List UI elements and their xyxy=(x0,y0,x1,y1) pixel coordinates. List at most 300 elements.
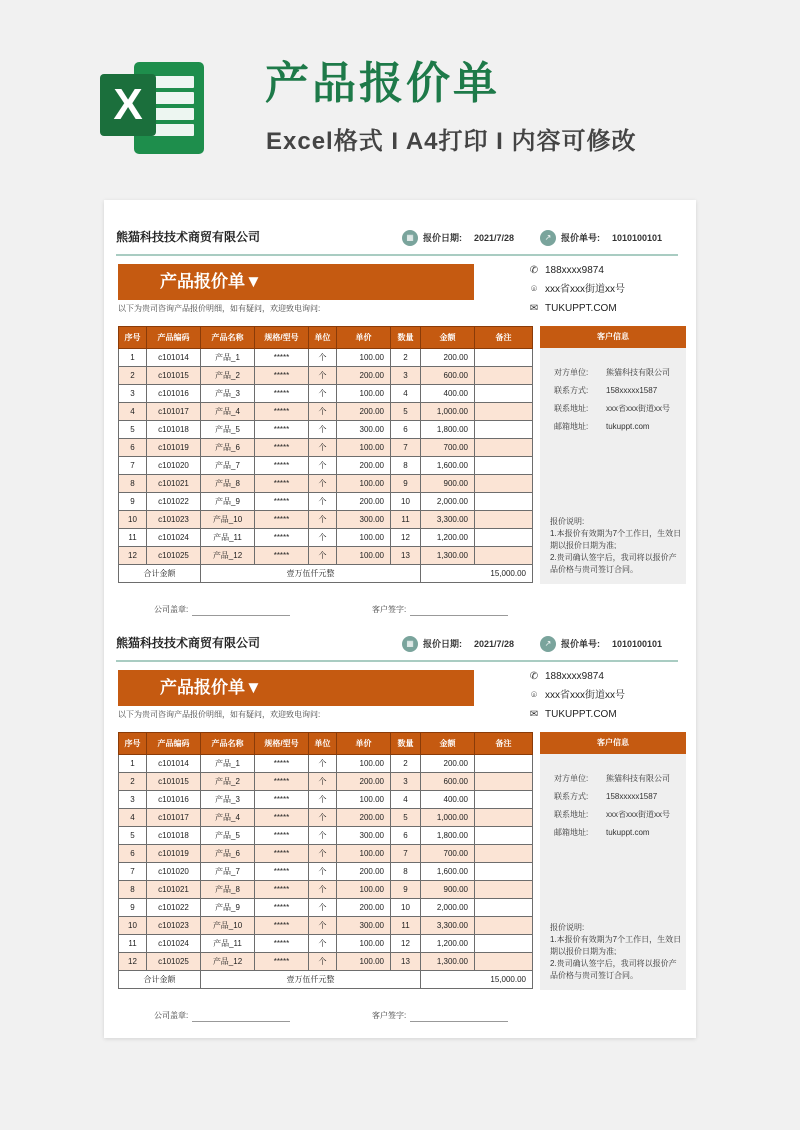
note xyxy=(475,845,533,863)
product-unit: 个 xyxy=(309,421,337,439)
unit-price: 200.00 xyxy=(337,773,391,791)
product-spec: ***** xyxy=(255,511,309,529)
table-row xyxy=(119,935,533,953)
unit-price: 200.00 xyxy=(337,863,391,881)
company-seal-label: 公司盖章: xyxy=(154,605,189,614)
customer-field xyxy=(540,824,686,842)
product-unit: 个 xyxy=(309,385,337,403)
product-unit: 个 xyxy=(309,457,337,475)
product-unit: 个 xyxy=(309,367,337,385)
table-row xyxy=(119,899,533,917)
customer-field-label: 对方单位: xyxy=(554,774,589,783)
note xyxy=(475,385,533,403)
product-spec: ***** xyxy=(255,953,309,971)
row-index: 9 xyxy=(119,493,147,511)
customer-field-value: 熊猫科技有限公司 xyxy=(606,368,670,377)
quote-date xyxy=(402,230,514,246)
product-code: c101022 xyxy=(147,493,201,511)
product-name: 产品_9 xyxy=(201,493,255,511)
customer-field xyxy=(540,364,686,382)
quote-number xyxy=(540,230,662,246)
amount: 200.00 xyxy=(421,349,475,367)
product-name: 产品_10 xyxy=(201,511,255,529)
quote-table xyxy=(118,732,533,989)
product-unit: 个 xyxy=(309,845,337,863)
product-spec: ***** xyxy=(255,403,309,421)
customer-field-value: tukuppt.com xyxy=(606,828,650,837)
customer-field xyxy=(540,400,686,418)
quantity: 5 xyxy=(391,809,421,827)
row-index: 12 xyxy=(119,547,147,565)
quantity: 9 xyxy=(391,881,421,899)
column-header: 产品编码 xyxy=(147,327,201,349)
quote-paper xyxy=(104,200,696,1038)
total-words: 壹万伍仟元整 xyxy=(201,565,421,583)
customer-field-value: 158xxxxx1587 xyxy=(606,386,658,395)
product-name: 产品_11 xyxy=(201,529,255,547)
product-unit: 个 xyxy=(309,935,337,953)
excel-logo-icon xyxy=(100,58,204,158)
product-code: c101017 xyxy=(147,403,201,421)
customer-field-value: 熊猫科技有限公司 xyxy=(606,774,670,783)
note xyxy=(475,827,533,845)
row-index: 6 xyxy=(119,439,147,457)
unit-price: 200.00 xyxy=(337,367,391,385)
product-code: c101020 xyxy=(147,863,201,881)
product-unit: 个 xyxy=(309,917,337,935)
product-spec: ***** xyxy=(255,899,309,917)
unit-price: 200.00 xyxy=(337,899,391,917)
quote-note-line: 报价说明: xyxy=(550,517,585,526)
product-name: 产品_8 xyxy=(201,881,255,899)
unit-price: 200.00 xyxy=(337,809,391,827)
product-spec: ***** xyxy=(255,493,309,511)
quantity: 9 xyxy=(391,475,421,493)
quote-note-line: 2.贵司确认签字后，我司将以报价产品价格与贵司签订合同。 xyxy=(550,959,677,980)
product-name: 产品_4 xyxy=(201,403,255,421)
product-unit: 个 xyxy=(309,773,337,791)
row-index: 11 xyxy=(119,529,147,547)
column-header: 序号 xyxy=(119,327,147,349)
company-name: 熊猫科技技术商贸有限公司 xyxy=(116,636,261,650)
amount: 1,800.00 xyxy=(421,421,475,439)
quote-note-line: 1.本报价有效期为7个工作日，生效日期以报价日期为准; xyxy=(550,529,682,550)
amount: 1,000.00 xyxy=(421,403,475,421)
product-unit: 个 xyxy=(309,439,337,457)
table-row xyxy=(119,439,533,457)
product-spec: ***** xyxy=(255,547,309,565)
product-name: 产品_5 xyxy=(201,827,255,845)
product-unit: 个 xyxy=(309,493,337,511)
hero-title: 产品报价单 xyxy=(265,59,500,108)
product-spec: ***** xyxy=(255,917,309,935)
product-spec: ***** xyxy=(255,755,309,773)
quantity: 13 xyxy=(391,953,421,971)
note xyxy=(475,367,533,385)
quote-banner[interactable]: 产品报价单▼ xyxy=(118,670,474,706)
product-unit: 个 xyxy=(309,881,337,899)
contact-address-value: xxx省xxx街道xx号 xyxy=(545,284,625,295)
table-row xyxy=(119,349,533,367)
product-spec: ***** xyxy=(255,881,309,899)
unit-price: 300.00 xyxy=(337,917,391,935)
product-spec: ***** xyxy=(255,791,309,809)
quote-number xyxy=(540,636,662,652)
row-index: 1 xyxy=(119,349,147,367)
product-code: c101014 xyxy=(147,349,201,367)
quote-date-value: 2021/7/28 xyxy=(474,639,515,649)
note xyxy=(475,493,533,511)
amount: 1,200.00 xyxy=(421,935,475,953)
product-name: 产品_2 xyxy=(201,367,255,385)
product-spec: ***** xyxy=(255,809,309,827)
amount: 2,000.00 xyxy=(421,493,475,511)
product-code: c101021 xyxy=(147,475,201,493)
row-index: 5 xyxy=(119,421,147,439)
quantity: 4 xyxy=(391,385,421,403)
location-pin-icon: ⌾ xyxy=(531,284,537,295)
excel-logo-letter: X xyxy=(100,74,156,136)
product-name: 产品_7 xyxy=(201,863,255,881)
product-code: c101024 xyxy=(147,935,201,953)
header-divider xyxy=(116,254,678,256)
row-index: 10 xyxy=(119,917,147,935)
customer-sign-label: 客户签字: xyxy=(372,1011,407,1020)
note xyxy=(475,809,533,827)
product-spec: ***** xyxy=(255,457,309,475)
table-row xyxy=(119,863,533,881)
unit-price: 100.00 xyxy=(337,881,391,899)
note xyxy=(475,791,533,809)
amount: 700.00 xyxy=(421,845,475,863)
hero-header xyxy=(0,0,800,200)
amount: 700.00 xyxy=(421,439,475,457)
unit-price: 100.00 xyxy=(337,529,391,547)
unit-price: 100.00 xyxy=(337,935,391,953)
customer-field-label: 邮箱地址: xyxy=(554,422,589,431)
note xyxy=(475,439,533,457)
product-unit: 个 xyxy=(309,403,337,421)
table-row xyxy=(119,385,533,403)
trend-icon: ↗ xyxy=(540,636,556,652)
product-code: c101025 xyxy=(147,547,201,565)
quantity: 3 xyxy=(391,773,421,791)
quantity: 11 xyxy=(391,511,421,529)
column-header: 产品名称 xyxy=(201,733,255,755)
quote-banner[interactable]: 产品报价单▼ xyxy=(118,264,474,300)
note xyxy=(475,755,533,773)
unit-price: 100.00 xyxy=(337,845,391,863)
mail-icon: ✉ xyxy=(529,709,539,720)
unit-price: 300.00 xyxy=(337,511,391,529)
product-name: 产品_12 xyxy=(201,547,255,565)
amount: 1,300.00 xyxy=(421,953,475,971)
product-unit: 个 xyxy=(309,827,337,845)
product-spec: ***** xyxy=(255,475,309,493)
product-name: 产品_9 xyxy=(201,899,255,917)
column-header: 数量 xyxy=(391,733,421,755)
table-row xyxy=(119,493,533,511)
quantity: 6 xyxy=(391,827,421,845)
product-spec: ***** xyxy=(255,421,309,439)
quote-number-value: 1010100101 xyxy=(612,639,663,649)
row-index: 7 xyxy=(119,863,147,881)
amount: 3,300.00 xyxy=(421,511,475,529)
phone-icon: ✆ xyxy=(529,671,539,682)
contact-website xyxy=(528,302,617,316)
unit-price: 100.00 xyxy=(337,475,391,493)
quote-number-label: 报价单号: xyxy=(561,233,600,243)
table-row xyxy=(119,827,533,845)
row-index: 8 xyxy=(119,475,147,493)
product-unit: 个 xyxy=(309,953,337,971)
product-unit: 个 xyxy=(309,547,337,565)
contact-website-value: TUKUPPT.COM xyxy=(545,303,617,314)
calendar-icon: ▦ xyxy=(402,636,418,652)
quote-sheet xyxy=(104,200,696,618)
customer-field-value: xxx省xxx街道xx号 xyxy=(606,404,670,413)
quote-notes xyxy=(550,516,684,576)
note xyxy=(475,529,533,547)
amount: 200.00 xyxy=(421,755,475,773)
column-header: 单价 xyxy=(337,327,391,349)
product-code: c101019 xyxy=(147,439,201,457)
quote-sheet xyxy=(104,606,696,1024)
product-unit: 个 xyxy=(309,475,337,493)
product-name: 产品_10 xyxy=(201,917,255,935)
unit-price: 100.00 xyxy=(337,953,391,971)
product-spec: ***** xyxy=(255,827,309,845)
customer-sign-line[interactable] xyxy=(410,1012,508,1022)
table-row xyxy=(119,511,533,529)
product-code: c101015 xyxy=(147,367,201,385)
amount: 400.00 xyxy=(421,791,475,809)
quantity: 6 xyxy=(391,421,421,439)
customer-field-label: 联系方式: xyxy=(554,792,589,801)
note xyxy=(475,511,533,529)
contact-website-value: TUKUPPT.COM xyxy=(545,709,617,720)
column-header: 序号 xyxy=(119,733,147,755)
table-row xyxy=(119,755,533,773)
note xyxy=(475,953,533,971)
amount: 3,300.00 xyxy=(421,917,475,935)
row-index: 2 xyxy=(119,773,147,791)
product-name: 产品_2 xyxy=(201,773,255,791)
amount: 600.00 xyxy=(421,773,475,791)
product-code: c101023 xyxy=(147,917,201,935)
contact-phone-value: 188xxxx9874 xyxy=(545,265,604,276)
product-code: c101022 xyxy=(147,899,201,917)
unit-price: 300.00 xyxy=(337,827,391,845)
amount: 600.00 xyxy=(421,367,475,385)
total-row xyxy=(119,971,533,989)
unit-price: 200.00 xyxy=(337,403,391,421)
product-spec: ***** xyxy=(255,935,309,953)
note xyxy=(475,935,533,953)
amount: 900.00 xyxy=(421,881,475,899)
table-row xyxy=(119,403,533,421)
company-name: 熊猫科技技术商贸有限公司 xyxy=(116,230,261,244)
product-name: 产品_11 xyxy=(201,935,255,953)
product-name: 产品_1 xyxy=(201,349,255,367)
column-header: 规格/型号 xyxy=(255,733,309,755)
quote-number-label: 报价单号: xyxy=(561,639,600,649)
product-unit: 个 xyxy=(309,809,337,827)
product-name: 产品_8 xyxy=(201,475,255,493)
row-index: 3 xyxy=(119,791,147,809)
total-label: 合计金额 xyxy=(119,565,201,583)
column-header: 单价 xyxy=(337,733,391,755)
quote-notes xyxy=(550,922,684,982)
product-name: 产品_3 xyxy=(201,385,255,403)
table-row xyxy=(119,953,533,971)
product-code: c101015 xyxy=(147,773,201,791)
customer-field-value: 158xxxxx1587 xyxy=(606,792,658,801)
customer-title: 客户信息 xyxy=(540,732,686,754)
hero-subtitle: Excel格式 I A4打印 I 内容可修改 xyxy=(266,128,637,155)
product-name: 产品_1 xyxy=(201,755,255,773)
unit-price: 100.00 xyxy=(337,439,391,457)
product-code: c101021 xyxy=(147,881,201,899)
product-name: 产品_3 xyxy=(201,791,255,809)
column-header: 产品编码 xyxy=(147,733,201,755)
note xyxy=(475,917,533,935)
product-unit: 个 xyxy=(309,755,337,773)
product-name: 产品_6 xyxy=(201,439,255,457)
column-header: 单位 xyxy=(309,733,337,755)
total-label: 合计金额 xyxy=(119,971,201,989)
product-unit: 个 xyxy=(309,529,337,547)
column-header: 金额 xyxy=(421,733,475,755)
product-code: c101024 xyxy=(147,529,201,547)
note xyxy=(475,421,533,439)
unit-price: 200.00 xyxy=(337,493,391,511)
contact-phone-value: 188xxxx9874 xyxy=(545,671,604,682)
customer-field-value: xxx省xxx街道xx号 xyxy=(606,810,670,819)
customer-title: 客户信息 xyxy=(540,326,686,348)
unit-price: 100.00 xyxy=(337,385,391,403)
product-spec: ***** xyxy=(255,439,309,457)
company-seal-field[interactable] xyxy=(154,1010,290,1022)
unit-price: 100.00 xyxy=(337,791,391,809)
table-row xyxy=(119,547,533,565)
quantity: 12 xyxy=(391,935,421,953)
product-unit: 个 xyxy=(309,349,337,367)
amount: 1,200.00 xyxy=(421,529,475,547)
unit-price: 200.00 xyxy=(337,457,391,475)
product-code: c101016 xyxy=(147,791,201,809)
note xyxy=(475,899,533,917)
total-value: 15,000.00 xyxy=(421,971,533,989)
quote-date-label: 报价日期: xyxy=(423,233,462,243)
contact-address xyxy=(528,689,625,703)
amount: 1,600.00 xyxy=(421,457,475,475)
row-index: 6 xyxy=(119,845,147,863)
product-unit: 个 xyxy=(309,511,337,529)
contact-address-value: xxx省xxx街道xx号 xyxy=(545,690,625,701)
column-header: 备注 xyxy=(475,327,533,349)
product-name: 产品_6 xyxy=(201,845,255,863)
amount: 1,600.00 xyxy=(421,863,475,881)
column-header: 备注 xyxy=(475,733,533,755)
customer-field xyxy=(540,806,686,824)
company-seal-label: 公司盖章: xyxy=(154,1011,189,1020)
unit-price: 100.00 xyxy=(337,755,391,773)
row-index: 4 xyxy=(119,403,147,421)
header-divider xyxy=(116,660,678,662)
quote-date xyxy=(402,636,514,652)
table-row xyxy=(119,917,533,935)
row-index: 12 xyxy=(119,953,147,971)
customer-panel xyxy=(540,326,686,584)
contact-address xyxy=(528,283,625,297)
product-spec: ***** xyxy=(255,773,309,791)
contact-phone xyxy=(528,670,604,684)
product-name: 产品_7 xyxy=(201,457,255,475)
note xyxy=(475,547,533,565)
product-spec: ***** xyxy=(255,367,309,385)
product-unit: 个 xyxy=(309,863,337,881)
quote-intro: 以下为贵司咨询产品报价明细，如有疑问，欢迎致电询问: xyxy=(118,710,321,719)
product-name: 产品_5 xyxy=(201,421,255,439)
quantity: 3 xyxy=(391,367,421,385)
unit-price: 300.00 xyxy=(337,421,391,439)
customer-field xyxy=(540,770,686,788)
customer-field-label: 联系地址: xyxy=(554,810,589,819)
total-words: 壹万伍仟元整 xyxy=(201,971,421,989)
table-row xyxy=(119,529,533,547)
row-index: 1 xyxy=(119,755,147,773)
row-index: 8 xyxy=(119,881,147,899)
table-row xyxy=(119,367,533,385)
product-spec: ***** xyxy=(255,349,309,367)
contact-website xyxy=(528,708,617,722)
customer-field-label: 联系方式: xyxy=(554,386,589,395)
quote-date-label: 报价日期: xyxy=(423,639,462,649)
customer-field-value: tukuppt.com xyxy=(606,422,650,431)
customer-sign-field[interactable] xyxy=(372,1010,508,1022)
product-spec: ***** xyxy=(255,863,309,881)
quote-number-value: 1010100101 xyxy=(612,233,663,243)
product-code: c101020 xyxy=(147,457,201,475)
row-index: 10 xyxy=(119,511,147,529)
amount: 1,300.00 xyxy=(421,547,475,565)
row-index: 4 xyxy=(119,809,147,827)
product-code: c101025 xyxy=(147,953,201,971)
product-spec: ***** xyxy=(255,845,309,863)
row-index: 9 xyxy=(119,899,147,917)
company-seal-line[interactable] xyxy=(192,1012,290,1022)
quote-note-line: 2.贵司确认签字后，我司将以报价产品价格与贵司签订合同。 xyxy=(550,553,677,574)
unit-price: 100.00 xyxy=(337,349,391,367)
total-row xyxy=(119,565,533,583)
column-header: 单位 xyxy=(309,327,337,349)
customer-field-label: 联系地址: xyxy=(554,404,589,413)
quantity: 12 xyxy=(391,529,421,547)
table-row xyxy=(119,457,533,475)
column-header: 产品名称 xyxy=(201,327,255,349)
product-unit: 个 xyxy=(309,791,337,809)
amount: 2,000.00 xyxy=(421,899,475,917)
column-header: 规格/型号 xyxy=(255,327,309,349)
quantity: 8 xyxy=(391,863,421,881)
quantity: 7 xyxy=(391,845,421,863)
quantity: 10 xyxy=(391,899,421,917)
row-index: 3 xyxy=(119,385,147,403)
location-pin-icon: ⌾ xyxy=(531,690,537,701)
product-name: 产品_4 xyxy=(201,809,255,827)
quantity: 2 xyxy=(391,349,421,367)
